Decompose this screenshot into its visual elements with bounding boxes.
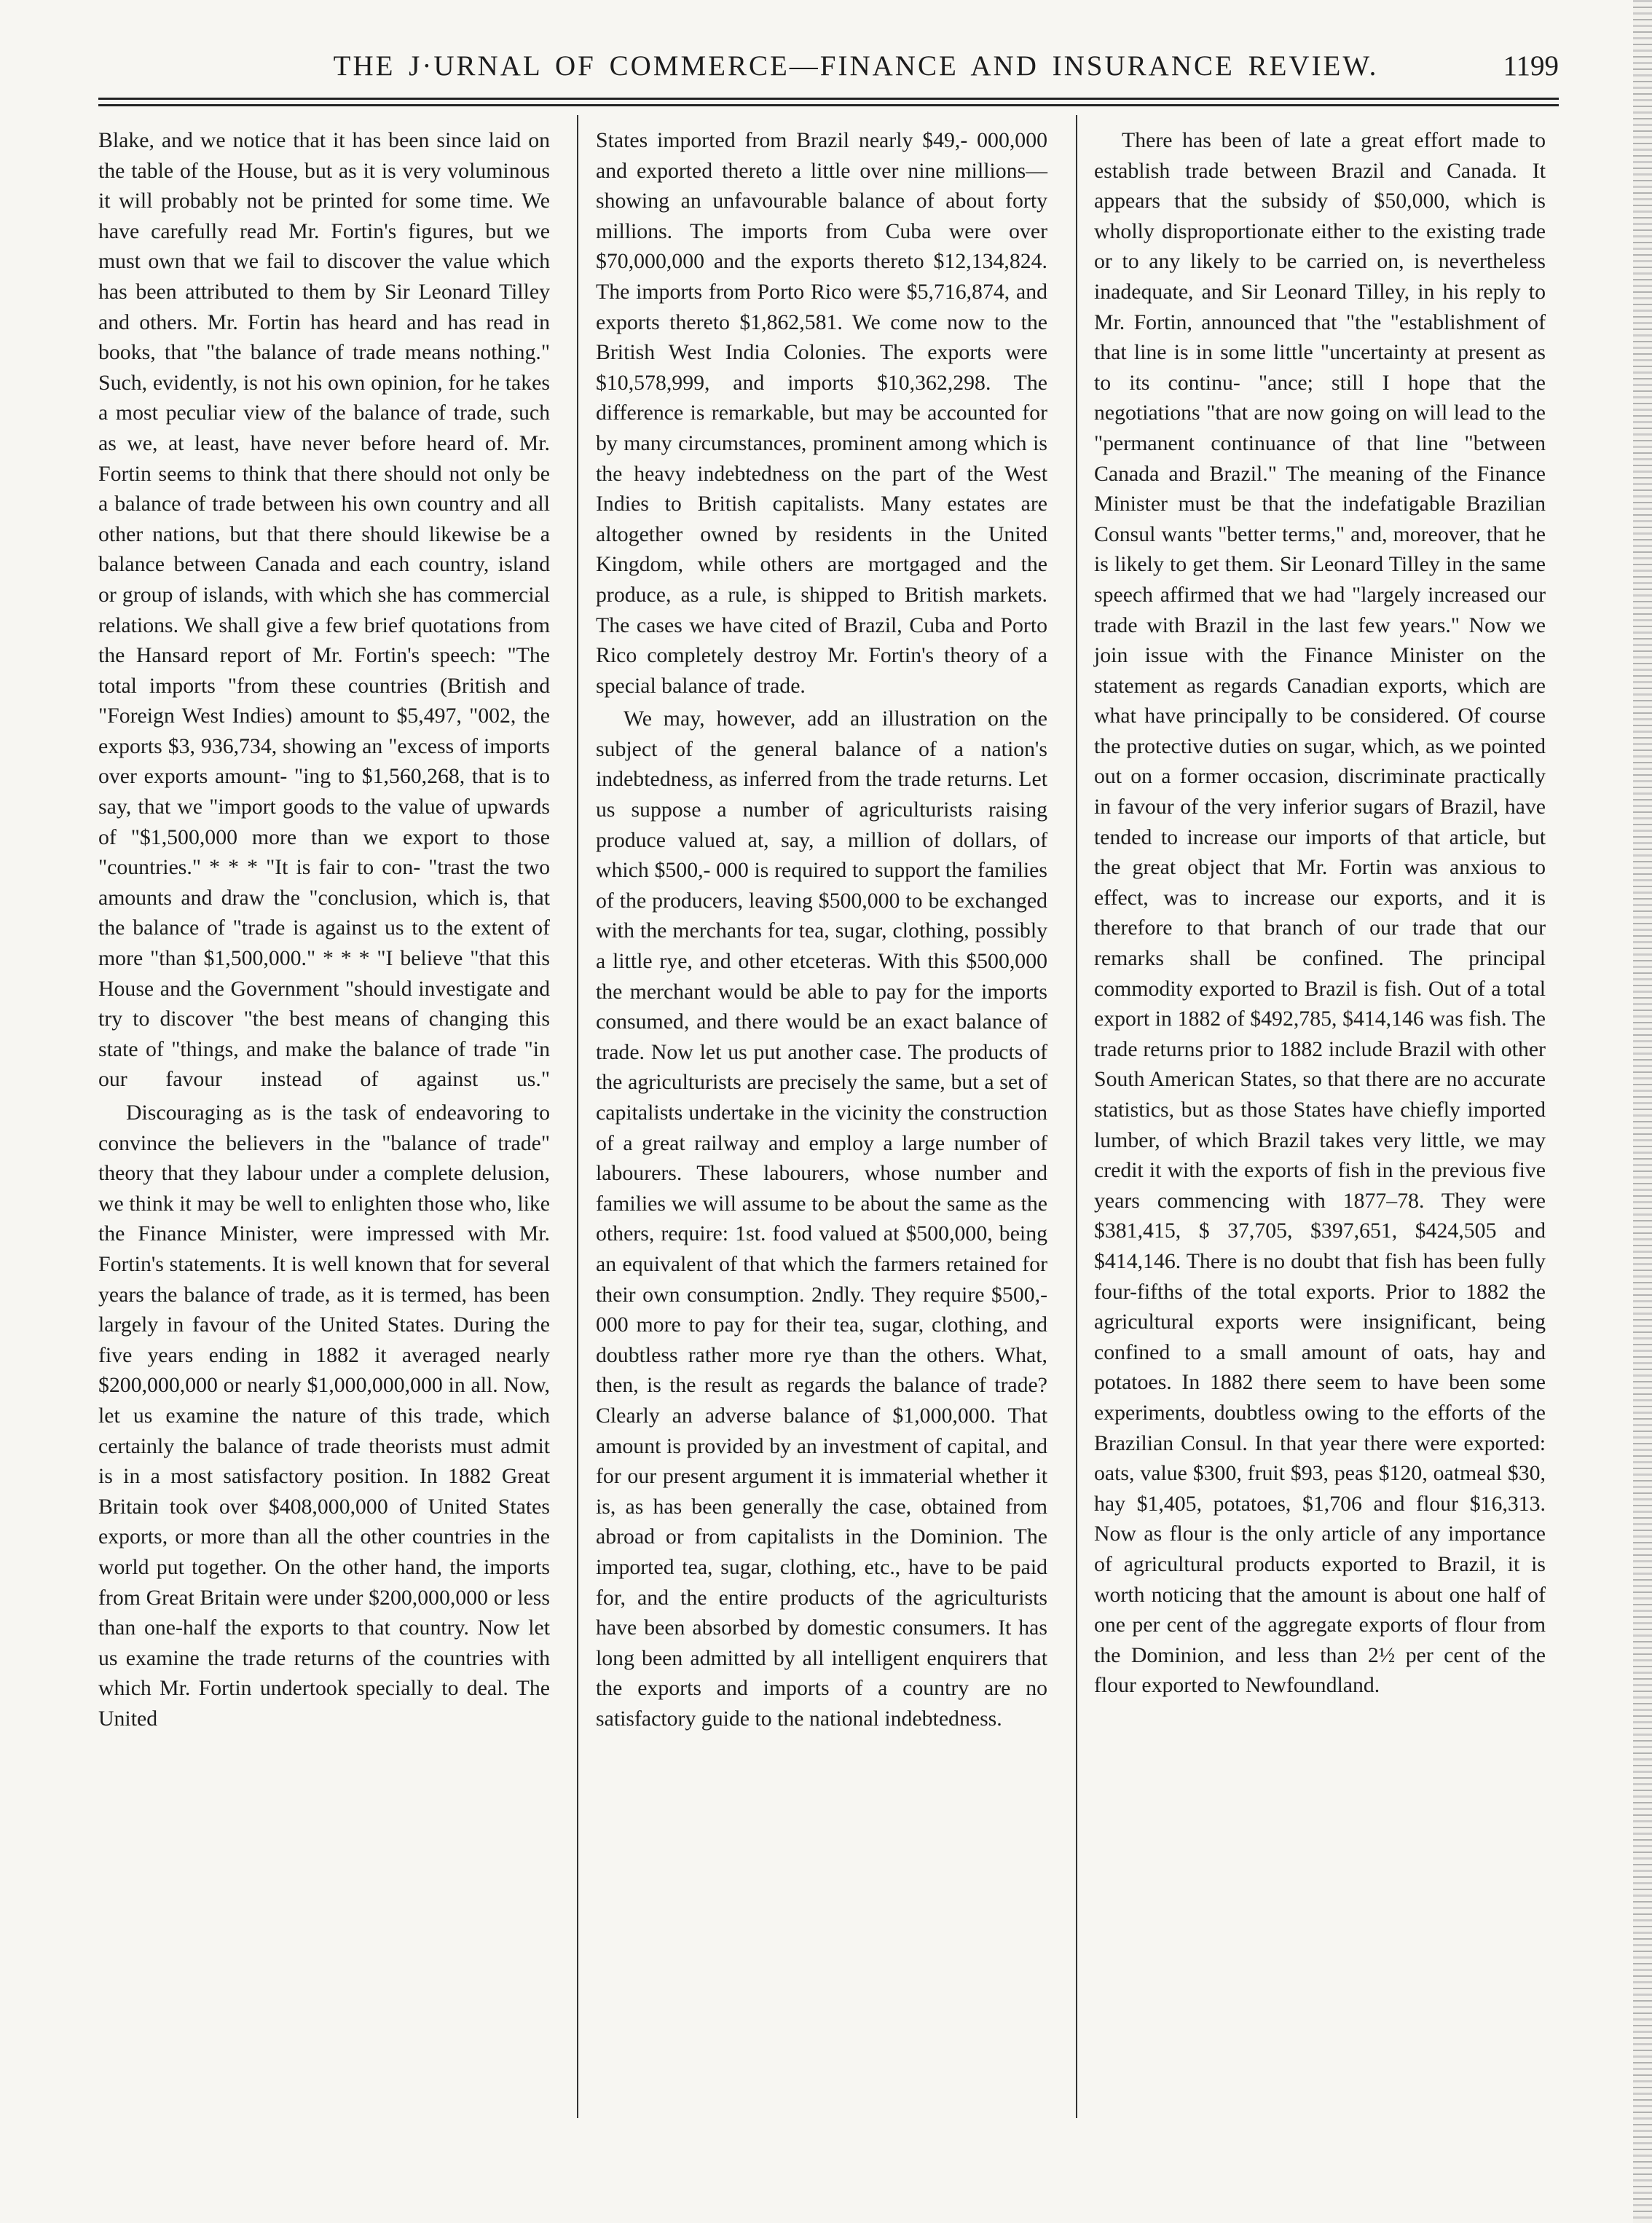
paragraph: States imported from Brazil nearly $49,- 000,000 and exported thereto a little over nine millions—showing an unfavourable balance of about forty millions. The imports from Cuba were over $70,000,000 and the exports thereto $12,134,824. The imports from Porto Rico were $5,716,874, and exports thereto $1,862,581. We come now to the British West India Colonies. The exports were $10,578,999, and imports $10,362,298. The difference is remarkable, but may be accounted for by many circumstances, prominent among which is the heavy indebtedness on the part of the West Indies to British capitalists. Many estates are altogether owned by residents in the United Kingdom, while others are mortgaged and the produce, as a rule, is shipped to British markets. The cases we have cited of Brazil, Cuba and Porto Rico completely destroy Mr. Fortin's theory of a special balance of trade. bbox=[596, 128, 1047, 698]
article-column-1 bbox=[98, 125, 550, 1734]
column-divider-left bbox=[577, 115, 578, 2118]
paragraph: Blake, and we notice that it has been since laid on the table of the House, but as it is very voluminous it will probably not be printed for some time. We have carefully read Mr. Fortin's figures, but we must own that we fail to discover the value which has been attributed to them by Sir Leonard Tilley and others. Mr. Fortin has heard and has read in books, that "the balance of trade means nothing." Such, evidently, is not his own opinion, for he takes a most peculiar view of the balance of trade, such as we, at least, have never before heard of. Mr. Fortin seems to think that there should not only be a balance of trade between his own country and all other nations, but that there should likewise be a balance between Canada and each country, island or group of islands, with which she has commercial relations. We shall give a few brief quotations from the Hansard report of Mr. Fortin's speech: "The total imports "from these countries (British and "Foreign West Indies) amount to $5,497, "002, the exports $3, 936,734, showing an "excess of imports over exports amount- "ing to $1,560,268, that is to say, that we "import goods to the value of upwards of "$1,500,000 more than we export to those "countries." * * * "It is fair to con- "trast the two amounts and draw the "conclusion, which is, that the balance of "trade is against us to the extent of more "than $1,500,000." * * * "I believe "that this House and the Government "should investigate and try to discover "the best means of changing this state of "things, and make the balance of trade "in our favour instead of against us." bbox=[98, 128, 550, 1092]
header-rule-upper bbox=[98, 98, 1559, 100]
journal-title: THE J·URNAL OF COMMERCE—FINANCE AND INSURANCE REVIEW. bbox=[333, 50, 1379, 82]
running-header bbox=[98, 50, 1559, 96]
page-number: 1199 bbox=[1503, 50, 1559, 82]
paragraph: There has been of late a great effort made to establish trade between Brazil and Canada. It appears that the subsidy of $50,000, which is wholly disproportionate either to the existing trade or to any likely to be carried on, is nevertheless inadequate, and Sir Leonard Tilley, in his reply to Mr. Fortin, announced that "the "establishment of that line is in some little "uncertainty at present as to its continu- "ance; still I hope that the negotiations "that are now going on will lead to the "permanent continuance of that line "between Canada and Brazil." The meaning of the Finance Minister must be that the indefatigable Brazilian Consul wants "better terms," and, moreover, that he is likely to get them. Sir Leonard Tilley in the same speech affirmed that we had "largely increased our trade with Brazil in the last few years." Now we join issue with the Finance Minister on the statement as regards Canadian exports, which are what have principally to be considered. Of course the protective duties on sugar, which, as we pointed out on a former occasion, discriminate practically in favour of the very inferior sugars of Brazil, have tended to increase our imports of that article, but the great object that Mr. Fortin was anxious to effect, was to increase our exports, and it is therefore to that branch of our trade that our remarks shall be confined. The principal commodity exported to Brazil is fish. Out of a total export in 1882 of $492,785, $414,146 was fish. The trade returns prior to 1882 include Brazil with other South American States, so that there are no accurate statistics, but as those States have chiefly imported lumber, of which Brazil takes very little, we may credit it with the exports of fish in the previous five years commencing with 1877–78. They were $381,415, $ 37,705, $397,651, $424,505 and $414,146. There is no doubt that fish has been fully four-fifths of the total exports. Prior to 1882 the agricultural exports were insignificant, being confined to a small amount of oats, hay and potatoes. In 1882 there seem to have been some experiments, doubtless owing to the efforts of the Brazilian Consul. In that year there were exported: oats, value $300, fruit $93, peas $120, oatmeal $30, hay $1,405, potatoes, $1,706 and flour $16,313. Now as flour is the only article of any importance of agricultural products exported to Brazil, it is worth noticing that the amount is about one half of one per cent of the aggregate exports of flour from the Dominion, and less than 2½ per cent of the flour exported to Newfoundland. bbox=[1094, 128, 1546, 1698]
column-divider-right bbox=[1076, 115, 1077, 2118]
scanned-page-edge bbox=[1633, 0, 1652, 2223]
article-column-2 bbox=[596, 125, 1047, 1734]
paragraph: We may, however, add an illustration on the subject of the general balance of a nation's indebtedness, as inferred from the trade returns. Let us suppose a number of agriculturists raising produce valued at, say, a million of dollars, of which $500,- 000 is required to support the families of the producers, leaving $500,000 to be exchanged with the merchants for tea, sugar, clothing, possibly a little rye, and other etceteras. With this $500,000 the merchant would be able to pay for the imports consumed, and there would be an exact balance of trade. Now let us put another case. The products of the agriculturists are precisely the same, but a set of capitalists undertake in the vicinity the construction of a great railway and employ a large number of labourers. These labourers, whose number and families we will assume to be about the same as the others, require: 1st. food valued at $500,000, being an equivalent of that which the farmers retained for their own consumption. 2ndly. They require $500,- 000 more to pay for their tea, sugar, clothing, and doubtless rather more rye than the others. What, then, is the result as regards the balance of trade? Clearly an adverse balance of $1,000,000. That amount is provided by an investment of capital, and for our present argument it is immaterial whether it is, as has been generally the case, obtained from abroad or from capitalists in the Dominion. The imported tea, sugar, clothing, etc., have to be paid for, and the entire products of the agriculturists have been absorbed by domestic consumers. It has long been admitted by all intelligent enquirers that the exports and imports of a country are no satisfactory guide to the national indebtedness. bbox=[596, 707, 1047, 1731]
header-rule-lower bbox=[98, 104, 1559, 106]
paragraph: Discouraging as is the task of endeavoring to convince the believers in the "balance of trade" theory that they labour under a complete delusion, we think it may be well to enlighten those who, like the Finance Minister, were impressed with Mr. Fortin's statements. It is well known that for several years the balance of trade, as it is termed, has been largely in favour of the United States. During the five years ending in 1882 it averaged nearly $200,000,000 or nearly $1,000,000,000 in all. Now, let us examine the nature of this trade, which certainly the balance of trade theorists must admit is in a most satisfactory position. In 1882 Great Britain took over $408,000,000 of United States exports, or more than all the other countries in the world put together. On the other hand, the imports from Great Britain were under $200,000,000 or less than one-half the exports to that country. Now let us examine the trade returns of the countries with which Mr. Fortin undertook specially to deal. The United bbox=[98, 1101, 550, 1731]
article-column-3 bbox=[1094, 125, 1546, 1701]
